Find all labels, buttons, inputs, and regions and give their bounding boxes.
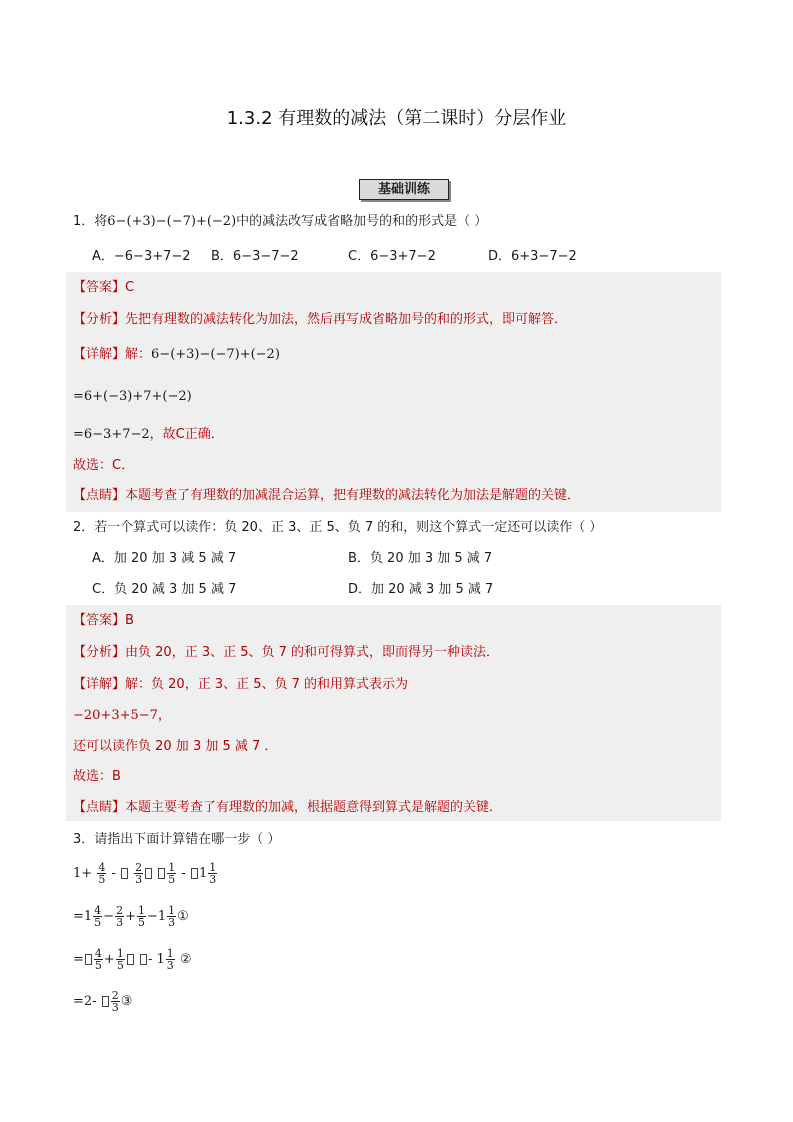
step-marker: ② — [179, 952, 192, 967]
missing-glyph-icon — [140, 954, 147, 965]
step-expression: =6−3+7−2 — [73, 427, 150, 442]
answer-value: B — [125, 613, 134, 628]
analysis-tag: 【分析】 — [73, 312, 126, 327]
fraction: $\frac{4}{5}$ — [94, 904, 102, 929]
q1-expression: 6−(+3)−(−7)+(−2) — [107, 214, 237, 229]
q2-answer — [73, 612, 134, 630]
fraction: $\frac{1}{3}$ — [209, 861, 217, 886]
step-text: ，故C正确． — [149, 427, 224, 442]
detail-tag: 【详解】 — [73, 347, 126, 362]
q3-row-1: =1 $\frac{4}{5}$ − $\frac{2}{3}$ + $\frac{1}{5}$ −1 $\frac{1}{3}$ ① — [73, 904, 189, 929]
answer-value: C — [125, 280, 135, 295]
detail-text: 解：负 20，正 3、正 5、负 7 的和用算式表示为 — [125, 677, 409, 692]
q1-stem — [73, 213, 487, 231]
missing-glyph-icon — [102, 996, 109, 1007]
q2-option-d: D．加 20 减 3 加 5 减 7 — [348, 582, 494, 597]
q1-option-c: C．6−3+7−2 — [348, 249, 436, 264]
q1-option-d: D．6+3−7−2 — [488, 249, 577, 264]
comment-tag: 【点睛】 — [73, 800, 126, 815]
analysis-text: 先把有理数的减法转化为加法，然后再写成省略加号的和的形式，即可解答． — [125, 312, 568, 327]
q3-row-0: 1+ $\frac{4}{5}$ - $\frac{2}{3}$ $\frac{1}{5}$ - 1 $\frac{1}{3}$ — [73, 861, 217, 886]
answer-tag: 【答案】 — [73, 613, 126, 628]
row-lead: =2- — [73, 994, 97, 1009]
fraction: $\frac{4}{5}$ — [94, 947, 102, 972]
q1-stem-suffix: 中的减法改写成省略加号的和的形式是（ ） — [236, 214, 488, 229]
q1-choice: 故选：C． — [73, 458, 135, 473]
q1-option-b: B．6−3−7−2 — [211, 249, 299, 264]
fraction: $\frac{1}{5}$ — [137, 904, 145, 929]
missing-glyph-icon — [85, 954, 92, 965]
page-title: 1.3.2 有理数的减法（第二课时）分层作业 — [226, 108, 567, 129]
row-lead: = — [73, 952, 84, 967]
q2-stem: 2．若一个算式可以读作：负 20、正 3、正 5、负 7 的和，则这个算式一定还可以读作（ ） — [73, 520, 603, 535]
step-marker: ① — [177, 909, 189, 924]
q2-analysis — [73, 644, 499, 662]
fraction: $\frac{1}{3}$ — [166, 947, 174, 972]
q1-stem-prefix: 1．将 — [73, 214, 108, 229]
comment-text: 本题考查了有理数的加减混合运算，把有理数的减法转化为加法是解题的关键． — [125, 488, 581, 503]
analysis-tag: 【分析】 — [73, 645, 126, 660]
missing-glyph-icon — [158, 868, 165, 879]
q1-comment — [73, 487, 580, 505]
q2-step-1: −20+3+5−7， — [73, 708, 171, 723]
q1-analysis — [73, 311, 567, 329]
fraction: $\frac{4}{5}$ — [98, 861, 106, 886]
section-label: 基础训练 — [359, 179, 449, 200]
q1-step-1: =6+(−3)+7+(−2) — [73, 389, 192, 404]
missing-glyph-icon — [127, 954, 134, 965]
fraction: $\frac{2}{3}$ — [111, 989, 119, 1014]
q2-option-a: A．加 20 加 3 减 5 减 7 — [92, 551, 237, 566]
fraction: $\frac{2}{3}$ — [116, 904, 124, 929]
q2-comment — [73, 799, 502, 817]
q1-answer — [73, 279, 134, 297]
comment-tag: 【点睛】 — [73, 488, 126, 503]
detail-lead: 解： — [125, 347, 152, 362]
step-marker: ③ — [120, 994, 133, 1009]
fraction: $\frac{1}{5}$ — [168, 861, 176, 886]
missing-glyph-icon — [191, 868, 198, 879]
analysis-text: 由负 20，正 3、正 5、负 7 的和可得算式，即而得另一种读法． — [125, 645, 500, 660]
q2-choice: 故选：B — [73, 769, 121, 784]
q2-option-c: C．负 20 减 3 加 5 减 7 — [92, 582, 237, 597]
comment-text: 本题主要考查了有理数的加减，根据题意得到算式是解题的关键． — [125, 800, 503, 815]
q2-step-2: 还可以读作负 20 加 3 加 5 减 7 ． — [73, 739, 278, 754]
fraction: $\frac{2}{3}$ — [135, 861, 143, 886]
fraction: $\frac{1}{5}$ — [116, 947, 124, 972]
row-lead: 1+ — [73, 866, 93, 881]
q1-step-2 — [73, 426, 224, 444]
q1-detail — [73, 346, 280, 364]
q2-option-b: B．负 20 加 3 加 5 减 7 — [348, 551, 493, 566]
row-lead: =1 — [73, 909, 93, 924]
detail-expression: 6−(+3)−(−7)+(−2) — [151, 347, 280, 362]
answer-tag: 【答案】 — [73, 280, 126, 295]
fraction: $\frac{1}{3}$ — [168, 904, 176, 929]
missing-glyph-icon — [145, 868, 152, 879]
q3-row-3 — [73, 990, 132, 1013]
detail-tag: 【详解】 — [73, 677, 126, 692]
missing-glyph-icon — [121, 868, 128, 879]
q3-stem: 3．请指出下面计算错在哪一步（ ） — [73, 832, 281, 847]
q3-row-2: = $\frac{4}{5}$ + $\frac{1}{5}$ - 1 $\frac{1}{3}$ ② — [73, 947, 192, 972]
q1-option-a: A．−6−3+7−2 — [92, 249, 191, 264]
q2-detail — [73, 676, 408, 694]
